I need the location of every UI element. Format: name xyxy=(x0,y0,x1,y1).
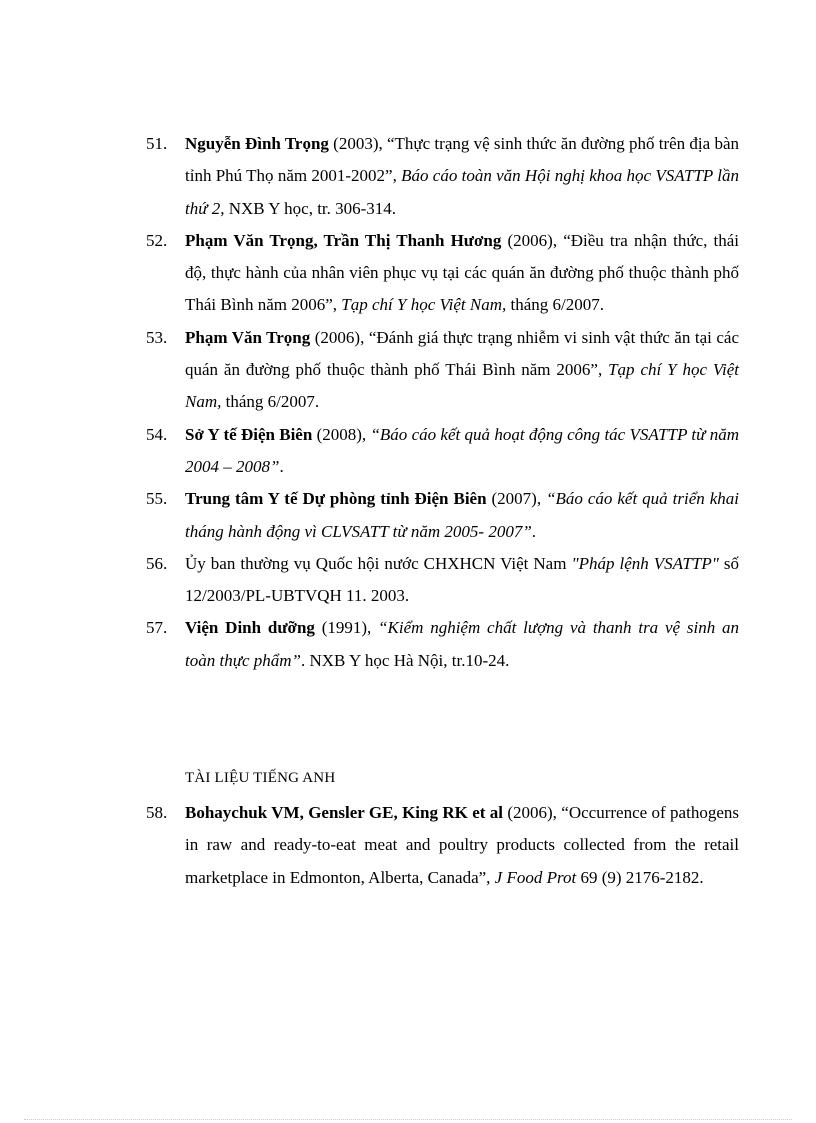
reference-tail: tháng 6/2007. xyxy=(221,392,320,412)
reference-list-vietnamese xyxy=(146,128,739,677)
reference-number: 58. xyxy=(146,803,168,822)
reference-source: Báo cáo toàn văn Hội nghị khoa học VSATTP lần thứ 2, xyxy=(185,166,739,218)
reference-item xyxy=(146,128,739,225)
reference-body: Ủy ban thường vụ Quốc hội nước CHXHCN Việt Nam xyxy=(185,553,572,573)
reference-tail: số 12/2003/PL-UBTVQH 11. 2003. xyxy=(185,553,739,606)
reference-number: 56. xyxy=(146,553,168,573)
reference-item xyxy=(146,612,739,677)
reference-body: (2007), xyxy=(486,489,547,509)
reference-source: Tạp chí Y học Việt Nam, xyxy=(341,295,507,315)
reference-source: “Kiểm nghiệm chất lượng và thanh tra vệ sinh an toàn thực phẩm” xyxy=(185,618,739,670)
reference-body: (2003), “Thực trạng vệ sinh thức ăn đường phố trên địa bàn tỉnh Phú Thọ năm 2001-2002”, xyxy=(185,134,739,186)
reference-tail: . NXB Y học Hà Nội, tr.10-24. xyxy=(301,650,510,670)
page-bottom-divider xyxy=(24,1119,792,1120)
reference-number: 54. xyxy=(146,424,168,444)
reference-item xyxy=(146,548,739,613)
reference-source: Tạp chí Y học Việt Nam, xyxy=(185,360,739,412)
reference-body: (2006), “Điều tra nhận thức, thái độ, thực hành của nhân viên phục vụ tại các quán ăn đường phố thuộc thành phố Thái Bình năm 2006”, xyxy=(185,230,739,315)
reference-source: “Báo cáo kết quả hoạt động công tác VSATTP từ năm 2004 – 2008” xyxy=(185,424,739,476)
reference-number: 51. xyxy=(146,134,168,153)
reference-body: (2006), “Đánh giá thực trạng nhiễm vi sinh vật thức ăn tại các quán ăn đường phố thuộc thành phố Thái Bình năm 2006”, xyxy=(185,327,739,380)
reference-number: 52. xyxy=(146,230,168,250)
reference-author: Phạm Văn Trọng, Trần Thị Thanh Hương xyxy=(185,230,502,250)
reference-list-english xyxy=(146,797,739,894)
reference-tail: tháng 6/2007. xyxy=(506,295,604,315)
reference-tail: NXB Y học, tr. 306-314. xyxy=(224,198,397,218)
reference-body: (2008), xyxy=(312,424,371,444)
reference-tail: . xyxy=(531,521,537,541)
reference-tail: . xyxy=(279,456,284,476)
reference-item xyxy=(146,419,739,484)
reference-author: Phạm Văn Trọng xyxy=(185,327,311,347)
reference-author: Trung tâm Y tế Dự phòng tỉnh Điện Biên xyxy=(185,489,487,509)
reference-tail: 69 (9) 2176-2182. xyxy=(576,867,704,887)
reference-author: Viện Dinh dưỡng xyxy=(185,618,315,638)
reference-number: 53. xyxy=(146,327,168,347)
reference-item xyxy=(146,225,739,322)
section-heading-english-references: TÀI LIỆU TIẾNG ANH xyxy=(185,770,336,786)
reference-source: J Food Prot xyxy=(494,867,577,887)
reference-item xyxy=(146,483,739,548)
reference-source: “Báo cáo kết quả triển khai tháng hành động vì CLVSATT từ năm 2005- 2007” xyxy=(185,489,739,541)
reference-number: 57. xyxy=(146,618,168,638)
reference-author: Bohaychuk VM, Gensler GE, King RK et al xyxy=(185,803,503,822)
reference-item xyxy=(146,797,739,894)
reference-author: Sở Y tế Điện Biên xyxy=(185,424,313,444)
reference-number: 55. xyxy=(146,489,168,509)
reference-item xyxy=(146,322,739,419)
reference-body: (2006), “Occurrence of pathogens in raw and ready-to-eat meat and poultry products collected from the retail marketplace in Edmonton, Alberta, Canada”, xyxy=(185,803,739,887)
reference-body: (1991), xyxy=(314,618,379,638)
reference-source: "Pháp lệnh VSATTP" xyxy=(571,553,719,573)
reference-author: Nguyễn Đình Trọng xyxy=(185,134,329,153)
